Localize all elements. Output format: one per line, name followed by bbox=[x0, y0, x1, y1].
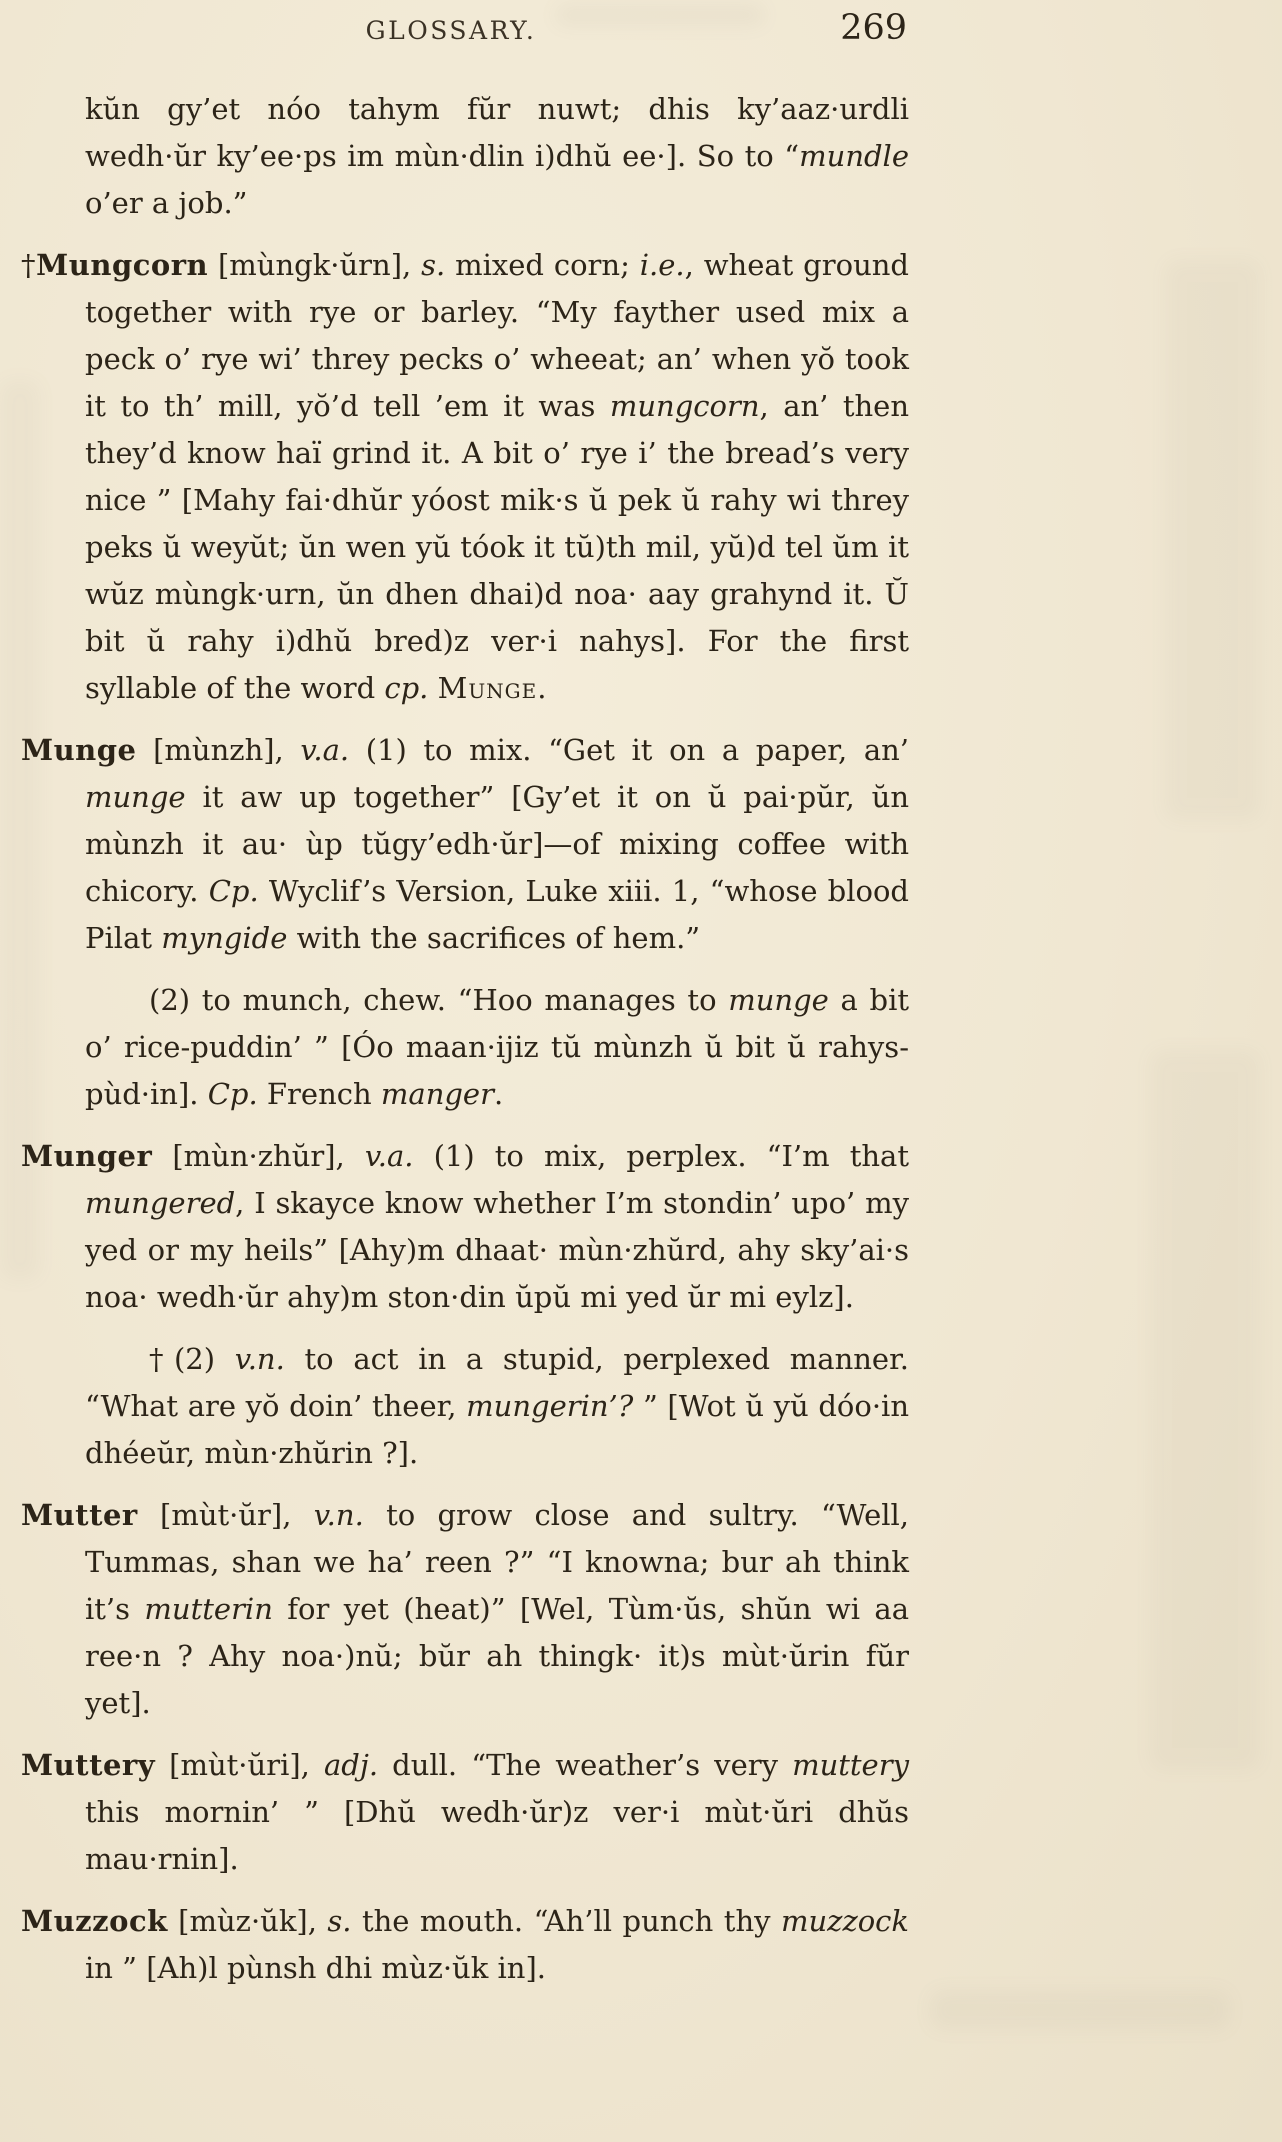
text-run: to grow close and sultry. “Well, Tummas, shan we ha’ reen ?” “I knowna; bur ah think it’s bbox=[85, 1498, 909, 1626]
italic-run: adj. bbox=[323, 1748, 379, 1782]
text-run: French bbox=[257, 1077, 381, 1111]
text-run: this mornin’ ” [Dhŭ wedh·ŭr)z ver·i mùt·ŭri dhŭs mau·rnin]. bbox=[85, 1795, 909, 1876]
text-run: ” [Wot ŭ yŭ dóo·in dhéeŭr, mùn·zhŭrin ?]. bbox=[85, 1389, 909, 1470]
glossary-entry bbox=[21, 1492, 909, 1727]
headword: Muzzock bbox=[21, 1904, 168, 1938]
italic-run: mungerin’? bbox=[466, 1389, 634, 1423]
italic-run: mungcorn bbox=[609, 389, 760, 423]
italic-run: myngide bbox=[161, 921, 288, 955]
smallcaps-run: Munge. bbox=[437, 671, 548, 705]
text-run: [mùngk·ŭrn], bbox=[208, 248, 422, 282]
italic-run: v.a. bbox=[364, 1139, 414, 1173]
italic-run: v.n. bbox=[313, 1498, 364, 1532]
text-run: † bbox=[21, 248, 37, 282]
glossary-entry bbox=[21, 242, 909, 712]
text-run: in ” [Ah)l pùnsh dhi mùz·ŭk in]. bbox=[85, 1951, 547, 1985]
italic-run: s. bbox=[421, 248, 446, 282]
headword: Mutter bbox=[21, 1498, 138, 1532]
text-run: dull. “The weather’s very bbox=[378, 1748, 793, 1782]
text-run: , I skayce know whether I’m stondin’ upo’ my yed or my heils” [Ahy)m dhaat· mùn·zhŭrd, ahy sky’ai·s noa· wedh·ŭr ahy)m ston·din ŭpŭ mi yed ŭr mi eylz]. bbox=[85, 1186, 909, 1314]
glossary-paragraph bbox=[85, 86, 909, 227]
text-run: the mouth. “Ah’ll punch thy bbox=[351, 1904, 781, 1938]
glossary-entry bbox=[21, 1742, 909, 1883]
headword: Muttery bbox=[21, 1748, 156, 1782]
glossary-paragraph bbox=[85, 977, 909, 1118]
headword: Munger bbox=[21, 1139, 153, 1173]
text-run bbox=[428, 671, 437, 705]
text-run: it aw up together” [Gy’et it on ŭ pai·pŭr, ŭn mùnzh it au· ùp tŭgy’edh·ŭr]—of mixing coffee with chicory. bbox=[85, 780, 909, 908]
italic-run: mungered bbox=[85, 1186, 236, 1220]
glossary-entry bbox=[21, 727, 910, 962]
italic-run: Cp. bbox=[208, 874, 259, 908]
text-run: . bbox=[493, 1077, 504, 1111]
text-run: , an’ then they’d know haï grind it. A bit o’ rye i’ the bread’s very nice ” [Mahy fai·dhŭr yóost mik·s ŭ pek ŭ rahy wi threy peks ŭ weyŭt; ŭn wen yŭ tóok it tŭ)th mil, yŭ)d tel ŭm it wŭz mùngk·urn, ŭn dhen dhai)d noa· aay grahynd it. Ŭ bit ŭ rahy i)dhŭ bred)z ver·i nahys]. For the first syllable of the word bbox=[85, 389, 909, 705]
text-run: [mùnzh], bbox=[136, 733, 301, 767]
italic-run: munge bbox=[728, 983, 829, 1017]
italic-run: s. bbox=[327, 1904, 352, 1938]
text-run: (2) to munch, chew. “Hoo manages to bbox=[149, 983, 729, 1017]
text-run: with the sacrifices of hem.” bbox=[287, 921, 701, 955]
italic-run: manger bbox=[380, 1077, 494, 1111]
show-through-smudge bbox=[930, 1990, 1230, 2030]
text-run: [mùz·ŭk], bbox=[167, 1904, 328, 1938]
text-run: a bit o’ rice-puddin’ ” [Óo maan·ijiz tŭ mùnzh ŭ bit ŭ rahys-pùd·in]. bbox=[85, 983, 909, 1111]
running-head: GLOSSARY. bbox=[365, 16, 537, 45]
italic-run: v.n. bbox=[234, 1342, 285, 1376]
italic-run: mutterin bbox=[144, 1592, 273, 1626]
text-run: , wheat ground together with rye or barley. “My fayther used mix a peck o’ rye wi’ threy pecks o’ wheeat; an’ when yŏ took it to th’ mill, yŏ’d tell ’em it was bbox=[85, 248, 909, 423]
glossary-entry bbox=[21, 1133, 909, 1321]
show-through-smudge bbox=[1165, 260, 1260, 820]
italic-run: mundle bbox=[799, 139, 909, 173]
show-through-smudge bbox=[1150, 1050, 1260, 1770]
text-run: mixed corn; bbox=[445, 248, 640, 282]
text-run: (1) to mix. “Get it on a paper, an’ bbox=[349, 733, 910, 767]
glossary-paragraph bbox=[85, 1336, 909, 1477]
italic-run: i.e. bbox=[639, 248, 685, 282]
italic-run: cp. bbox=[384, 671, 429, 705]
text-run: †(2) bbox=[149, 1342, 235, 1376]
text-run: kŭn gy’et nóo tahym fŭr nuwt; dhis ky’aaz·urdli wedh·ŭr ky’ee·ps im mùn·dlin i)dhŭ ee·]. So to “ bbox=[85, 92, 909, 173]
headword: Mungcorn bbox=[36, 248, 209, 282]
headword: Munge bbox=[21, 733, 137, 767]
glossary-entry bbox=[21, 1898, 909, 1992]
italic-run: v.a. bbox=[300, 733, 350, 767]
italic-run: munge bbox=[85, 780, 186, 814]
italic-run: muzzock bbox=[780, 1904, 909, 1938]
text-run: (1) to mix, perplex. “I’m that bbox=[413, 1139, 909, 1173]
text-run: Wyclif’s Version, Luke xiii. 1, “whose blood Pilat bbox=[85, 874, 909, 955]
text-run: [mùt·ŭr], bbox=[137, 1498, 314, 1532]
page-number: 269 bbox=[840, 8, 907, 48]
text-run: [mùn·zhŭr], bbox=[152, 1139, 365, 1173]
italic-run: Cp. bbox=[207, 1077, 258, 1111]
text-run: for yet (heat)” [Wel, Tùm·ŭs, shŭn wi aa ree·n ? Ahy noa·)nŭ; bŭr ah thingk· it)s mùt·ŭrin fŭr yet]. bbox=[85, 1592, 909, 1720]
text-run: to act in a stupid, perplexed manner. “What are yŏ doin’ theer, bbox=[85, 1342, 909, 1423]
text-run: [mùt·ŭri], bbox=[155, 1748, 324, 1782]
text-block bbox=[21, 86, 910, 2007]
page-header bbox=[85, 8, 907, 66]
text-run: o’er a job.” bbox=[85, 186, 248, 220]
italic-run: muttery bbox=[792, 1748, 909, 1782]
